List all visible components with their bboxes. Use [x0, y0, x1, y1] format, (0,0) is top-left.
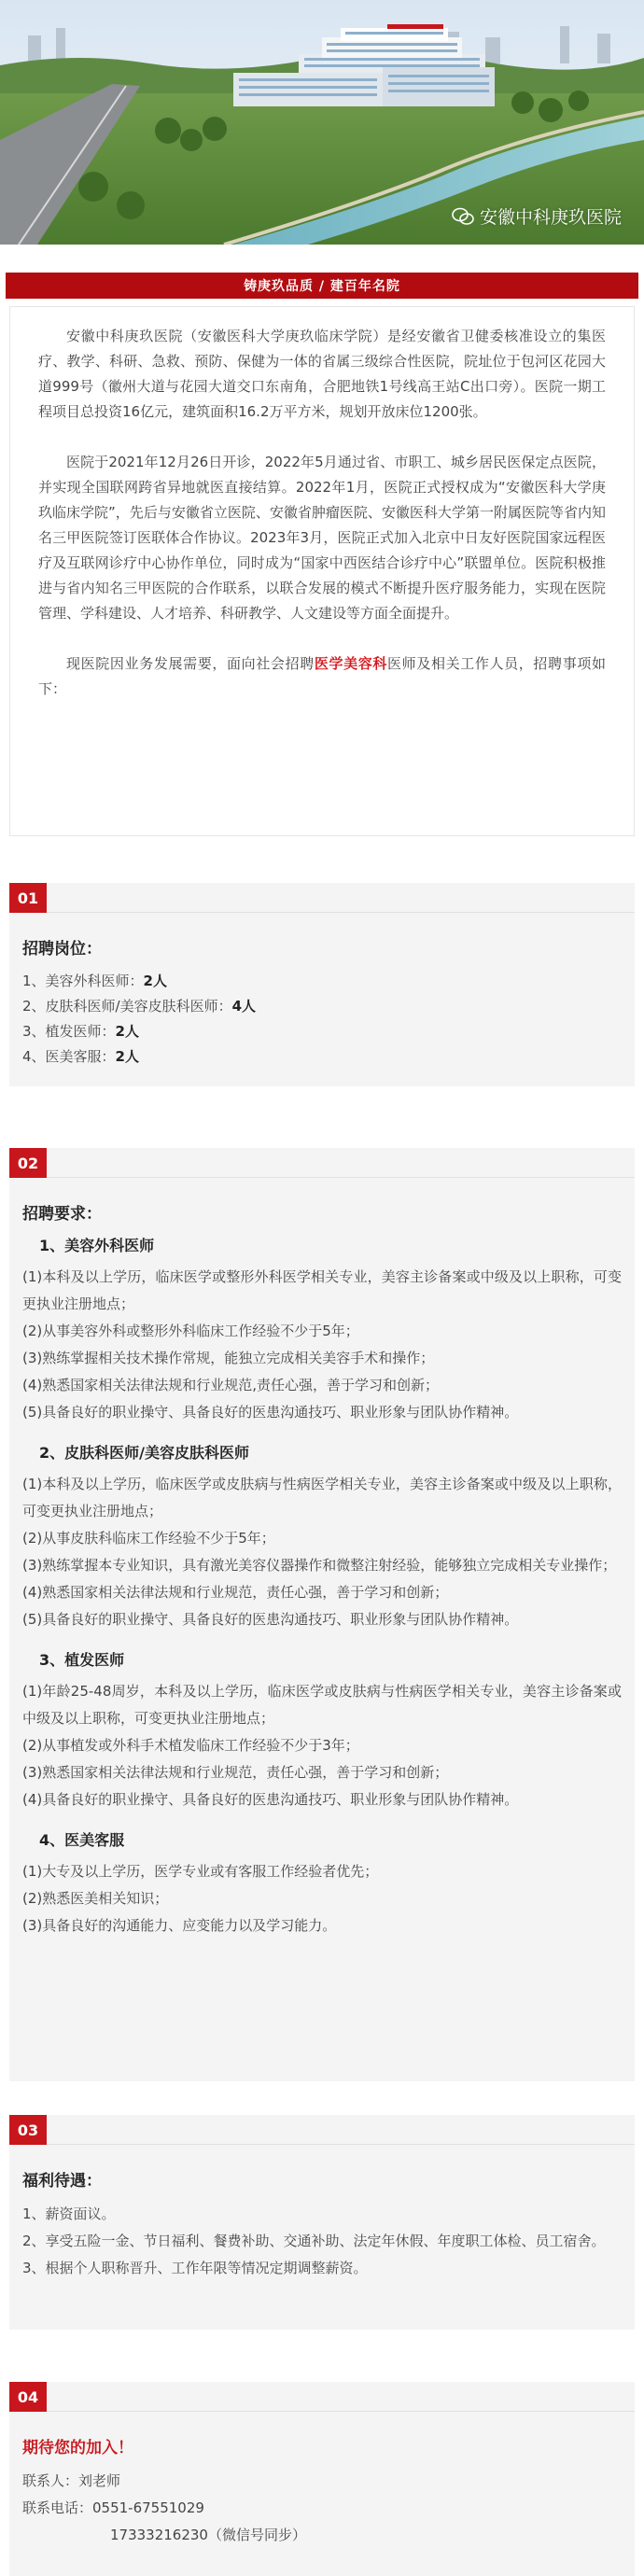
watermark-text: 安徽中科庚玖医院 [479, 207, 622, 228]
position-count: 2人 [115, 1048, 139, 1065]
intro-paragraph-3 [38, 651, 606, 702]
section-number-02: 02 [9, 1148, 47, 1178]
intro-paragraph-1: 安徽中科庚玖医院（安徽医科大学庚玖临床学院）是经安徽省卫健委核准设立的集医疗、教学、科研、急救、预防、保健为一体的省属三级综合性医院，院址位于包河区花园大道999号（徽州大道与花园大道交口东南角，合肥地铁1号线高王站C出口旁）。医院一期工程项目总投资16亿元，建筑面积16.2万平方米，规划开放床位1200张。 [38, 328, 606, 420]
position-label: 2、皮肤科医师/美容皮肤科医师： [22, 998, 232, 1015]
contact-title: 期待您的加入！ [22, 2439, 133, 2457]
requirements-body [22, 1202, 622, 1939]
intro-section [9, 306, 635, 836]
hero-image [0, 0, 644, 245]
benefit-item: 1、薪资面议。 [22, 2205, 116, 2222]
req-item: (3)熟悉国家相关法律法规和行业规范，责任心强，善于学习和创新； [22, 1764, 449, 1781]
position-label: 4、医美客服： [22, 1048, 116, 1065]
intro-p3-post: 医师及相关工作人员，招聘事项如下： [38, 655, 606, 697]
req-group-title: 1、美容外科医师 [39, 1237, 155, 1254]
position-item [22, 969, 622, 994]
req-item: (1)本科及以上学历，临床医学或整形外科医学相关专业，美容主诊备案或中级及以上职称，可变更执业注册地点； [22, 1268, 622, 1312]
position-count: 4人 [231, 998, 257, 1015]
intro-p3-highlight: 医学美容科 [314, 655, 388, 672]
req-item: (3)具备良好的沟通能力、应变能力以及学习能力。 [22, 1917, 337, 1934]
position-count: 2人 [115, 1023, 139, 1040]
section-number-04: 04 [9, 2382, 47, 2412]
contact-mobile[interactable]: 17333216230（微信号同步） [110, 2527, 306, 2543]
req-item: (4)熟悉国家相关法律法规和行业规范，责任心强，善于学习和创新； [22, 1584, 449, 1601]
req-item: (2)从事植发或外科手术植发临床工作经验不少于3年； [22, 1737, 359, 1754]
contact-body [22, 2436, 622, 2549]
position-label: 3、植发医师： [22, 1023, 116, 1040]
section-benefits [9, 2115, 635, 2330]
req-item: (5)具备良好的职业操守、具备良好的医患沟通技巧、职业形象与团队协作精神。 [22, 1611, 519, 1628]
section-requirements [9, 1148, 635, 2081]
intro-paragraph-2: 医院于2021年12月26日开诊，2022年5月通过省、市职工、城乡居民医保定点医院，并实现全国联网跨省异地就医直接结算。2022年1月，医院正式授权成为“安徽医科大学庚玖临床学院”，先后与安徽省立医院、安徽省肿瘤医院、安徽医科大学第一附属医院等省内知名三甲医院签订医联体合作协议。2023年3月，医院正式加入北京中日友好医院国家远程医疗及互联网诊疗中心协作单位，同时成为“国家中西医结合诊疗中心”联盟单位。医院积极推进与省内知名三甲医院的合作联系，以联合发展的模式不断提升医疗服务能力，实现在医院管理、学科建设、人才培养、科研教学、人文建设等方面全面提升。 [38, 454, 606, 622]
section-number-03: 03 [9, 2115, 47, 2145]
requirements-title: 招聘要求： [22, 1205, 102, 1224]
req-group-title: 2、皮肤科医师/美容皮肤科医师 [39, 1444, 249, 1462]
positions-body [22, 937, 622, 1070]
wechat-icon [452, 207, 474, 226]
benefit-item: 3、根据个人职称晋升、工作年限等情况定期调整薪资。 [22, 2260, 368, 2276]
positions-title: 招聘岗位： [22, 940, 102, 959]
req-item: (2)熟悉医美相关知识； [22, 1890, 169, 1907]
req-item: (2)从事皮肤科临床工作经验不少于5年； [22, 1530, 275, 1547]
req-group-title: 3、植发医师 [39, 1651, 125, 1669]
req-item: (2)从事美容外科或整形外科临床工作经验不少于5年； [22, 1323, 359, 1339]
benefit-item: 2、享受五险一金、节日福利、餐费补助、交通补助、法定年休假、年度职工体检、员工宿舍。 [22, 2233, 606, 2249]
account-watermark [452, 203, 622, 229]
req-group-title: 4、医美客服 [39, 1831, 125, 1849]
position-label: 1、美容外科医师： [22, 973, 144, 989]
section-positions [9, 883, 635, 1086]
slogan-banner: 铸庚玖品质 / 建百年名院 [6, 273, 638, 299]
section-divider [47, 1177, 635, 1178]
contact-phone: 联系电话：0551-67551029 [22, 2499, 204, 2516]
section-number-01: 01 [9, 883, 47, 913]
req-item: (1)大专及以上学历，医学专业或有客服工作经验者优先； [22, 1863, 379, 1880]
benefits-body [22, 2169, 622, 2282]
intro-p3-pre: 现医院因业务发展需要，面向社会招聘 [66, 655, 315, 672]
contact-person: 联系人：刘老师 [22, 2472, 121, 2489]
req-item: (1)年龄25-48周岁，本科及以上学历，临床医学或皮肤病与性病医学相关专业，美容主诊备案或中级及以上职称，可变更执业注册地点； [22, 1683, 622, 1727]
section-divider [47, 2144, 635, 2145]
req-item: (4)熟悉国家相关法律法规和行业规范,责任心强，善于学习和创新； [22, 1377, 440, 1393]
req-item: (4)具备良好的职业操守、具备良好的医患沟通技巧、职业形象与团队协作精神。 [22, 1791, 519, 1808]
req-item: (5)具备良好的职业操守、具备良好的医患沟通技巧、职业形象与团队协作精神。 [22, 1404, 519, 1421]
position-item [22, 1044, 622, 1070]
req-item: (3)熟练掌握本专业知识，具有激光美容仪器操作和微整注射经验，能够独立完成相关专业操作； [22, 1557, 617, 1574]
position-item [22, 994, 622, 1019]
section-contact [9, 2382, 635, 2576]
position-item [22, 1019, 622, 1044]
position-count: 2人 [143, 973, 167, 989]
benefits-title: 福利待遇： [22, 2172, 102, 2191]
section-divider [47, 912, 635, 913]
req-item: (1)本科及以上学历，临床医学或皮肤病与性病医学相关专业，美容主诊备案或中级及以上职称，可变更执业注册地点； [22, 1476, 622, 1519]
section-divider [47, 2411, 635, 2412]
req-item: (3)熟练掌握相关技术操作常规，能独立完成相关美容手术和操作； [22, 1350, 435, 1366]
